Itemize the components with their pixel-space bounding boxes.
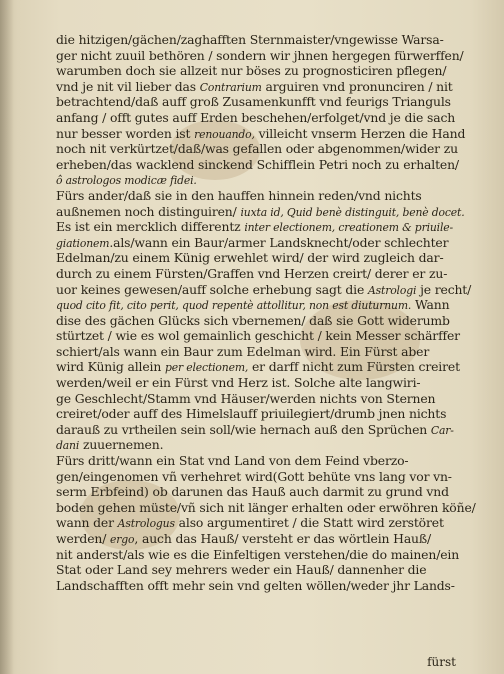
text-line-12: außnemen noch distinguiren/ iuxta id, Quid benè distinguit, benè docet.	[56, 203, 465, 219]
text-line-13: Es ist ein mercklich differentz inter electionem, creationem & priuile-	[56, 219, 454, 235]
text-line-6: anfang / offt gutes auff Erden beschehen/erfolget/vnd je die sach	[56, 109, 456, 125]
text-line-3: warumben doch sie allzeit nur böses zu prognosticiren pflegen/	[56, 63, 447, 79]
text-line-28: Fürs dritt/wann ein Stat vnd Land von dem Feind vberzo-	[56, 453, 409, 469]
text-line-29: gen/eingenomen vñ verhehret wird(Gott behüte vns lang vor vn-	[56, 468, 452, 484]
text-line-17: uor keines gewesen/auff solche erhebung sagt die Astrologi je recht/	[56, 281, 472, 297]
text-line-27: dani zuuernemen.	[56, 437, 164, 453]
text-line-30: serm Erbfeind) ob darunen das Hauß auch darmit zu grund vnd	[56, 484, 449, 500]
text-line-20: stürtzet / wie es wol gemainlich geschicht / kein Messer schärffer	[56, 328, 460, 344]
text-line-15: Edelman/zu einem Künig erwehlet wird/ der wird zugleich dar-	[56, 250, 444, 266]
text-line-21: schiert/als wann ein Baur zum Edelman wird. Ein Fürst aber	[56, 343, 430, 359]
text-line-32: wann der Astrologus also argumentiret / die Statt wird zerstöret	[56, 515, 444, 531]
text-line-36: Landschafften offt mehr sein vnd gelten wöllen/weder jhr Lands-	[56, 577, 455, 593]
text-line-34: nit anderst/als wie es die Einfeltigen verstehen/die do mainen/ein	[56, 546, 460, 562]
text-line-7: nur besser worden ist renouando, villeicht vnserm Herzen die Hand	[56, 125, 466, 141]
text-line-14: giationem.als/wann ein Baur/armer Landsknecht/oder schlechter	[56, 234, 449, 250]
text-line-19: dise des gächen Glücks sich vbernemen/ daß sie Gott widerumb	[56, 312, 450, 328]
text-line-26: darauß zu vrtheilen sein soll/wie hernach auß den Sprüchen Car-	[56, 421, 454, 437]
text-line-23: werden/weil er ein Fürst vnd Herz ist. Solche alte langwiri-	[56, 375, 421, 391]
text-line-25: creiret/oder auff des Himelslauff priuilegiert/drumb jnen nichts	[56, 406, 447, 422]
text-line-24: ge Geschlecht/Stamm vnd Häuser/werden nichts von Sternen	[56, 390, 436, 406]
text-line-4: vnd je nit vil lieber das Contrarium arguiren vnd pronunciren / nit	[56, 78, 453, 94]
text-line-16: durch zu einem Fürsten/Graffen vnd Herzen creirt/ derer er zu-	[56, 265, 448, 281]
text-line-10: ô astrologos modicæ fidei.	[56, 174, 197, 188]
text-line-1: die hitzigen/gächen/zaghafften Sternmaister/vngewisse Warsa-	[56, 32, 444, 47]
page-text	[56, 32, 476, 593]
text-line-18: quod cito fit, cito perit, quod repentè attollitur, non est diuturnum. Wann	[56, 297, 450, 313]
text-line-8: noch nit verkürtzet/daß/was gefallen oder abgenommen/wider zu	[56, 141, 458, 157]
catchword: fürst	[427, 655, 456, 669]
text-line-33: werden/ ergo, auch das Hauß/ versteht er das wörtlein Hauß/	[56, 531, 432, 546]
text-line-11: Fürs ander/daß sie in den hauffen hinnein reden/vnd nichts	[56, 187, 422, 203]
text-line-9: erheben/das wacklend sinckend Schifflein Petri noch zu erhalten/	[56, 156, 459, 172]
text-line-31: boden gehen müste/vñ sich nit länger erhalten oder erwöhren köñe/	[56, 499, 476, 515]
text-line-2: ger nicht zuuil bethören / sondern wir jhnen hergegen fürwerffen/	[56, 47, 464, 63]
text-line-22: wird Künig allein per electionem, er darff nicht zum Fürsten creiret	[56, 359, 460, 375]
text-line-5: betrachtend/daß auff groß Zusamenkunfft vnd feurigs Trianguls	[56, 94, 451, 110]
text-line-35: Stat oder Land sey mehrers weder ein Hauß/ dannenher die	[56, 562, 427, 578]
